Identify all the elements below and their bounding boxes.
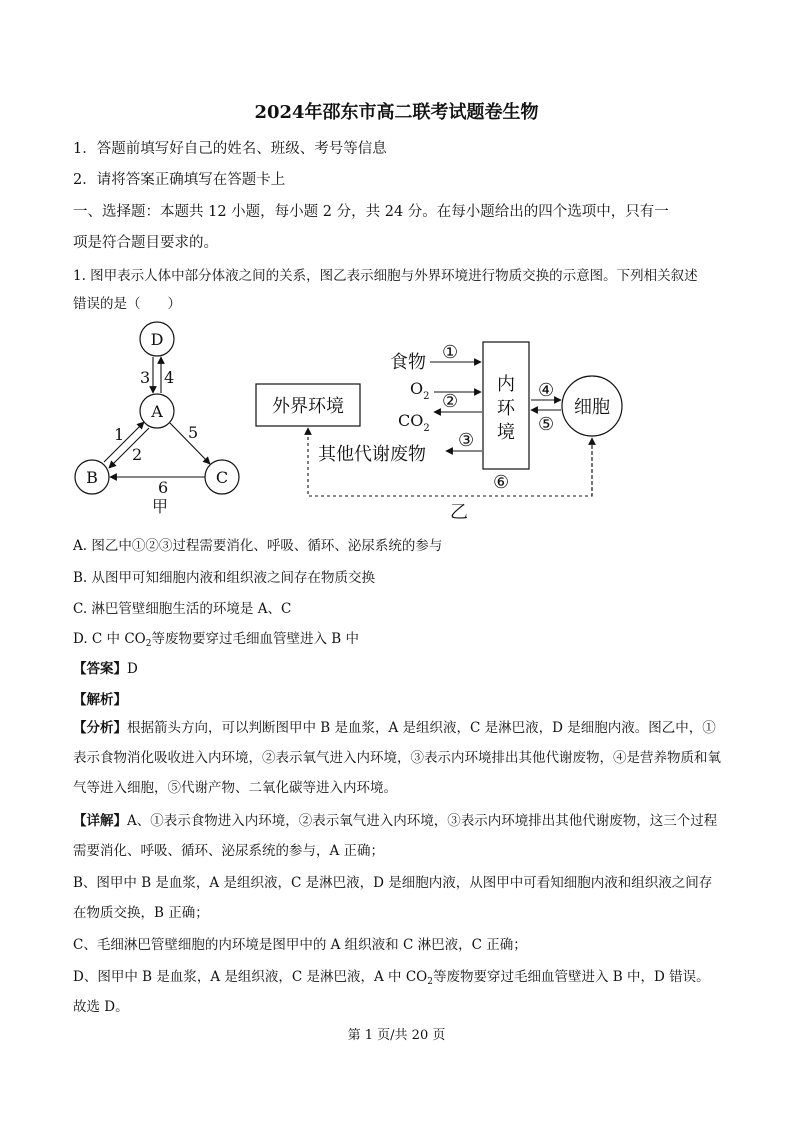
instruction-1: 1．答题前填写好自己的姓名、班级、考号等信息	[73, 141, 387, 157]
co2-label	[398, 411, 430, 434]
label-6: 6	[158, 478, 169, 497]
option-c: C. 淋巴管壁细胞生活的环境是 A、C	[73, 601, 292, 617]
page-footer: 第 1 页/共 20 页	[347, 1028, 446, 1043]
food-label: 食物	[390, 352, 426, 373]
question-stem-line1: 1. 图甲表示人体中部分体液之间的关系，图乙表示细胞与外界环境进行物质交换的示意图。下列相关叙述	[73, 268, 698, 284]
fenxi-label: 【分析】	[73, 720, 127, 736]
figure-yi-caption: 乙	[450, 502, 468, 522]
option-d-sub: 2	[145, 639, 152, 649]
mark-1: ①	[442, 342, 459, 363]
label-4: 4	[164, 368, 175, 387]
figure-jia	[70, 318, 250, 518]
mark-5: ⑤	[538, 414, 555, 435]
o2-subscript: 2	[423, 391, 430, 402]
detail-b: B、图甲中 B 是血浆，A 是组织液，C 是淋巴液，D 是细胞内液，从图甲中可看知细胞内液和组织液之间存在物质交换，B 正确；	[73, 875, 713, 921]
section-heading-line2: 项是符合题目要求的。	[73, 235, 218, 251]
xiangjie-label: 【详解】	[73, 813, 127, 829]
figure-jia-caption: 甲	[152, 497, 169, 516]
co2-subscript: 2	[423, 423, 430, 434]
label-1: 1	[114, 425, 125, 444]
detail-d-pre: D、图甲中 B 是血浆，A 是组织液，C 是淋巴液，A 中 CO	[73, 969, 428, 985]
detail-d-post: 等废物要穿过毛细血管壁进入 B 中，D 错误。	[432, 969, 710, 985]
page-title: 2024年邵东市高二联考试题卷生物	[254, 102, 539, 123]
conclusion: 故选 D。	[73, 999, 129, 1015]
option-d	[73, 627, 359, 647]
mark-6: ⑥	[493, 472, 510, 493]
option-d-pre: D. C 中 CO	[73, 631, 146, 647]
option-b: B. 从图甲可知细胞内液和组织液之间存在物质交换	[73, 570, 376, 586]
internal-environment-char-1: 内	[497, 374, 515, 395]
question-stem-line2: 错误的是（ ）	[73, 296, 181, 312]
label-3: 3	[140, 368, 151, 387]
option-d-post: 等废物要穿过毛细血管壁进入 B 中	[151, 631, 359, 647]
internal-environment-char-3: 境	[497, 422, 515, 443]
waste-label: 其他代谢废物	[318, 444, 426, 465]
option-a: A. 图乙中①②③过程需要消化、呼吸、循环、泌尿系统的参与	[73, 538, 443, 554]
fenxi-text: 根据箭头方向，可以判断图甲中 B 是血浆，A 是组织液，C 是淋巴液，D 是细胞内液。图乙中，①表示食物消化吸收进入内环境，②表示氧气进入内环境，③表示内环境排出其他代谢废物，④是营养物质和氧气等进入细胞，⑤代谢产物、二氧化碳等进入内环境。	[73, 720, 721, 796]
node-a-label: A	[151, 402, 163, 421]
analysis-label: 【解析】	[73, 692, 127, 708]
mark-4: ④	[538, 380, 555, 401]
internal-environment-char-2: 环	[497, 398, 515, 419]
cell-label: 细胞	[574, 397, 610, 418]
o2-text: O	[410, 379, 424, 398]
node-d-label: D	[150, 330, 164, 349]
answer-value: D	[127, 661, 138, 677]
label-2: 2	[132, 445, 143, 464]
o2-label	[410, 379, 430, 402]
detail-c: C、毛细淋巴管壁细胞的内环境是图甲中的 A 组织液和 C 淋巴液，C 正确；	[73, 937, 527, 953]
node-c-label: C	[215, 468, 229, 487]
detail-a: A、①表示食物进入内环境，②表示氧气进入内环境，③表示内环境排出其他代谢废物，这三个过程需要消化、呼吸、循环、泌尿系统的参与，A 正确；	[73, 813, 718, 859]
detail-d	[73, 962, 723, 994]
outside-environment-label: 外界环境	[272, 396, 344, 417]
section-heading-line1: 一、选择题：本题共 12 小题，每小题 2 分，共 24 分。在每小题给出的四个选项中，只有一	[73, 204, 669, 220]
co2-text: CO	[398, 411, 424, 430]
answer-line	[73, 657, 138, 677]
mark-3: ③	[458, 430, 475, 451]
mark-2: ②	[442, 391, 459, 412]
analysis-paragraph	[73, 713, 723, 803]
node-b-label: B	[86, 468, 98, 487]
answer-label: 【答案】	[73, 661, 127, 677]
label-5: 5	[188, 423, 199, 442]
figure-yi	[250, 330, 640, 522]
instruction-2: 2．请将答案正确填写在答题卡上	[73, 172, 286, 188]
detail-d-sub: 2	[427, 977, 433, 987]
detail-paragraph-a	[73, 806, 723, 866]
